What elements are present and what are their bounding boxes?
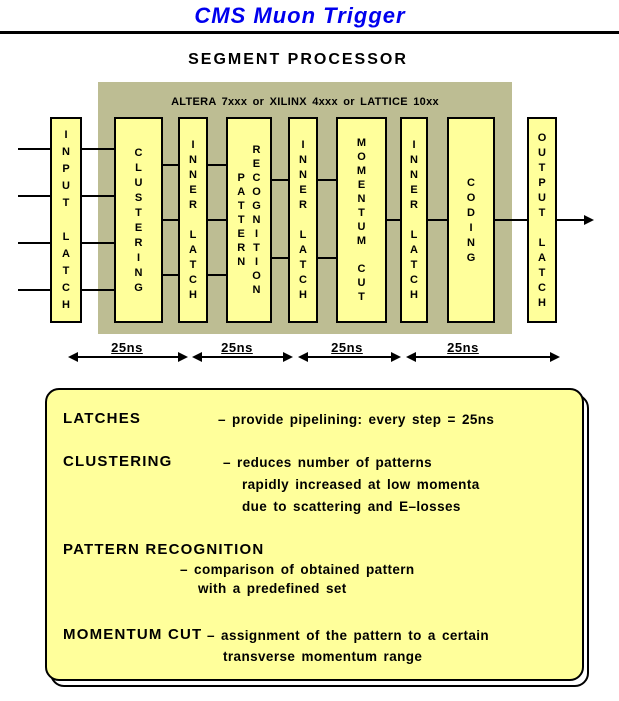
box-clustering (114, 117, 163, 323)
vertical-label (538, 130, 547, 310)
vertical-letter: G (134, 281, 143, 294)
timing-arrowhead-icon (550, 352, 560, 362)
vertical-letter: N (299, 154, 307, 166)
vertical-letter: C (189, 274, 197, 286)
timing-arrowhead-icon (178, 352, 188, 362)
connection-line (18, 242, 50, 244)
vertical-letter: M (356, 137, 367, 149)
vertical-letter: A (237, 186, 246, 198)
connection-line (208, 164, 226, 166)
vertical-letter: C (410, 274, 418, 286)
timing-arrowhead-icon (68, 352, 78, 362)
connection-line (272, 179, 288, 181)
page-title: CMS Muon Trigger (194, 3, 406, 28)
legend-definition-line: rapidly increased at low momenta (242, 477, 480, 492)
vertical-letter: T (189, 259, 197, 271)
box-inner-latch-3 (400, 117, 428, 323)
vertical-label (410, 138, 418, 303)
timing-arrowhead-icon (406, 352, 416, 362)
vertical-letter: C (62, 282, 70, 294)
vertical-letter: I (412, 139, 416, 151)
timing-arrow-line (200, 356, 285, 358)
vertical-letter: N (189, 154, 197, 166)
vertical-letter: O (357, 151, 366, 163)
vertical-letter: R (299, 199, 307, 211)
vertical-letter: O (466, 191, 476, 204)
vertical-letter: O (252, 270, 261, 282)
connection-line (387, 219, 400, 221)
vertical-letter: C (467, 176, 475, 189)
vertical-letter: T (62, 197, 70, 209)
vertical-letter: T (237, 214, 245, 226)
vertical-letter: U (357, 221, 366, 233)
vertical-letter: N (237, 256, 246, 268)
timing-arrowhead-icon (391, 352, 401, 362)
legend-term-label: LATCHES (63, 410, 142, 427)
vertical-letter: H (538, 296, 546, 309)
subtitle: SEGMENT PROCESSOR (188, 51, 408, 68)
vertical-letter: E (252, 158, 261, 170)
connection-line (318, 257, 336, 259)
timing-arrow-line (414, 356, 552, 358)
vertical-letter: N (299, 169, 307, 181)
vertical-letter: T (538, 266, 546, 279)
vertical-letter: M (356, 235, 367, 247)
vertical-label (62, 127, 70, 314)
vertical-letter: T (237, 200, 245, 212)
vertical-letter: L (135, 161, 142, 174)
timing-arrowhead-icon (192, 352, 202, 362)
connection-line (82, 242, 114, 244)
vertical-letter: E (410, 184, 418, 196)
vertical-letter: R (252, 144, 261, 156)
timing-arrowhead-icon (298, 352, 308, 362)
legend-definition-line: – provide pipelining: every step = 25ns (218, 412, 495, 427)
vertical-letter: I (254, 256, 258, 268)
vertical-letter: P (237, 172, 245, 184)
box-inner-latch-2 (288, 117, 318, 323)
connection-line (318, 179, 336, 181)
vertical-letter: N (252, 214, 261, 226)
vertical-letter: C (134, 146, 143, 159)
vertical-letter: T (538, 206, 546, 219)
vertical-letter: A (538, 251, 546, 264)
connection-line (163, 219, 178, 221)
vertical-letter: T (410, 259, 418, 271)
vertical-letter: N (252, 284, 261, 296)
vertical-letter: P (62, 163, 70, 175)
vertical-letter: N (189, 169, 197, 181)
vertical-letter: I (254, 228, 258, 240)
vertical-letter: R (134, 236, 143, 249)
vertical-letter: O (252, 186, 261, 198)
legend-definition-line: due to scattering and E–losses (242, 499, 461, 514)
vertical-letter: T (62, 265, 70, 277)
vertical-letter: O (537, 131, 547, 144)
vertical-letter: E (237, 228, 245, 240)
box-output-latch (527, 117, 557, 323)
vertical-letter: U (357, 277, 366, 289)
vertical-letter: I (301, 139, 305, 151)
vertical-letter: T (253, 242, 260, 254)
vertical-letter: R (410, 199, 418, 211)
legend-definition-line: transverse momentum range (223, 649, 423, 664)
vertical-letter: M (356, 165, 367, 177)
fpga-chip-label: ALTERA 7xxx or XILINX 4xxx or LATTICE 10xx (171, 96, 439, 108)
vertical-letter: C (357, 263, 366, 275)
vertical-letter: C (252, 172, 261, 184)
vertical-letter: H (410, 289, 418, 301)
connection-line (82, 289, 114, 291)
vertical-letter: H (299, 289, 307, 301)
box-coding (447, 117, 495, 323)
vertical-letter: A (299, 244, 307, 256)
vertical-letter: T (358, 207, 365, 219)
vertical-letter: U (538, 146, 546, 159)
timing-arrowhead-icon (283, 352, 293, 362)
vertical-letter: A (410, 244, 418, 256)
vertical-letter: G (466, 251, 476, 264)
vertical-label-columns (237, 143, 261, 297)
vertical-letter: T (299, 259, 307, 271)
vertical-letter: T (538, 161, 546, 174)
vertical-label (237, 171, 245, 269)
vertical-letter: C (538, 281, 546, 294)
connection-line (82, 195, 114, 197)
vertical-letter: S (134, 191, 143, 204)
box-input-latch (50, 117, 82, 323)
legend-term-label: PATTERN RECOGNITION (63, 541, 265, 558)
vertical-letter: L (299, 229, 307, 241)
vertical-letter: A (62, 248, 70, 260)
vertical-letter: I (136, 251, 141, 264)
vertical-letter: E (357, 179, 366, 191)
vertical-letter: P (538, 176, 546, 189)
timing-arrow-line (76, 356, 180, 358)
connection-line (82, 148, 114, 150)
legend-term-label: MOMENTUM CUT (63, 626, 203, 643)
timing-label: 25ns (221, 340, 253, 355)
output-arrow-line (557, 219, 586, 221)
legend-definition-line: with a predefined set (198, 581, 347, 596)
vertical-letter: U (538, 191, 546, 204)
vertical-label (189, 138, 197, 303)
vertical-letter: R (237, 242, 246, 254)
vertical-letter: E (189, 184, 197, 196)
legend-definition-line: – assignment of the pattern to a certain (207, 628, 490, 643)
legend-term-label: CLUSTERING (63, 453, 173, 470)
vertical-label (299, 138, 307, 303)
box-momentum-cut (336, 117, 387, 323)
connection-line (272, 257, 288, 259)
vertical-letter: D (467, 206, 475, 219)
connection-line (163, 164, 178, 166)
vertical-letter: I (469, 221, 473, 234)
box-pattern-recognition (226, 117, 272, 323)
vertical-letter: N (357, 193, 366, 205)
vertical-letter: E (299, 184, 307, 196)
connection-line (495, 219, 527, 221)
timing-label: 25ns (111, 340, 143, 355)
legend-definition-line: – comparison of obtained pattern (180, 562, 415, 577)
vertical-letter: H (189, 289, 197, 301)
vertical-letter: L (410, 229, 418, 241)
legend-definition-line: – reduces number of patterns (223, 455, 432, 470)
vertical-label (357, 136, 366, 304)
output-arrowhead-icon (584, 215, 594, 225)
vertical-letter: E (134, 221, 143, 234)
vertical-letter: U (134, 176, 143, 189)
vertical-letter: N (134, 266, 143, 279)
vertical-letter: H (62, 299, 70, 311)
vertical-letter: I (191, 139, 195, 151)
vertical-letter: U (62, 180, 70, 192)
legend-box (45, 388, 584, 681)
connection-line (18, 289, 50, 291)
vertical-letter: N (62, 146, 70, 158)
vertical-letter: N (410, 154, 418, 166)
connection-line (208, 274, 226, 276)
vertical-letter: I (64, 129, 68, 141)
vertical-letter: G (252, 200, 261, 212)
vertical-letter: A (189, 244, 197, 256)
vertical-label (134, 145, 143, 295)
box-inner-latch-1 (178, 117, 208, 323)
connection-line (18, 148, 50, 150)
vertical-letter: L (538, 236, 546, 249)
connection-line (208, 219, 226, 221)
vertical-letter: N (467, 236, 475, 249)
timing-label: 25ns (331, 340, 363, 355)
vertical-letter: R (189, 199, 197, 211)
vertical-label (467, 175, 476, 265)
vertical-letter: C (299, 274, 307, 286)
vertical-label (252, 143, 261, 297)
vertical-letter: L (189, 229, 197, 241)
vertical-letter: T (358, 291, 365, 303)
connection-line (428, 219, 447, 221)
vertical-letter: L (62, 231, 70, 243)
connection-line (163, 274, 178, 276)
vertical-letter: N (410, 169, 418, 181)
vertical-letter: T (135, 206, 142, 219)
timing-arrow-line (306, 356, 393, 358)
timing-label: 25ns (447, 340, 479, 355)
connection-line (18, 195, 50, 197)
